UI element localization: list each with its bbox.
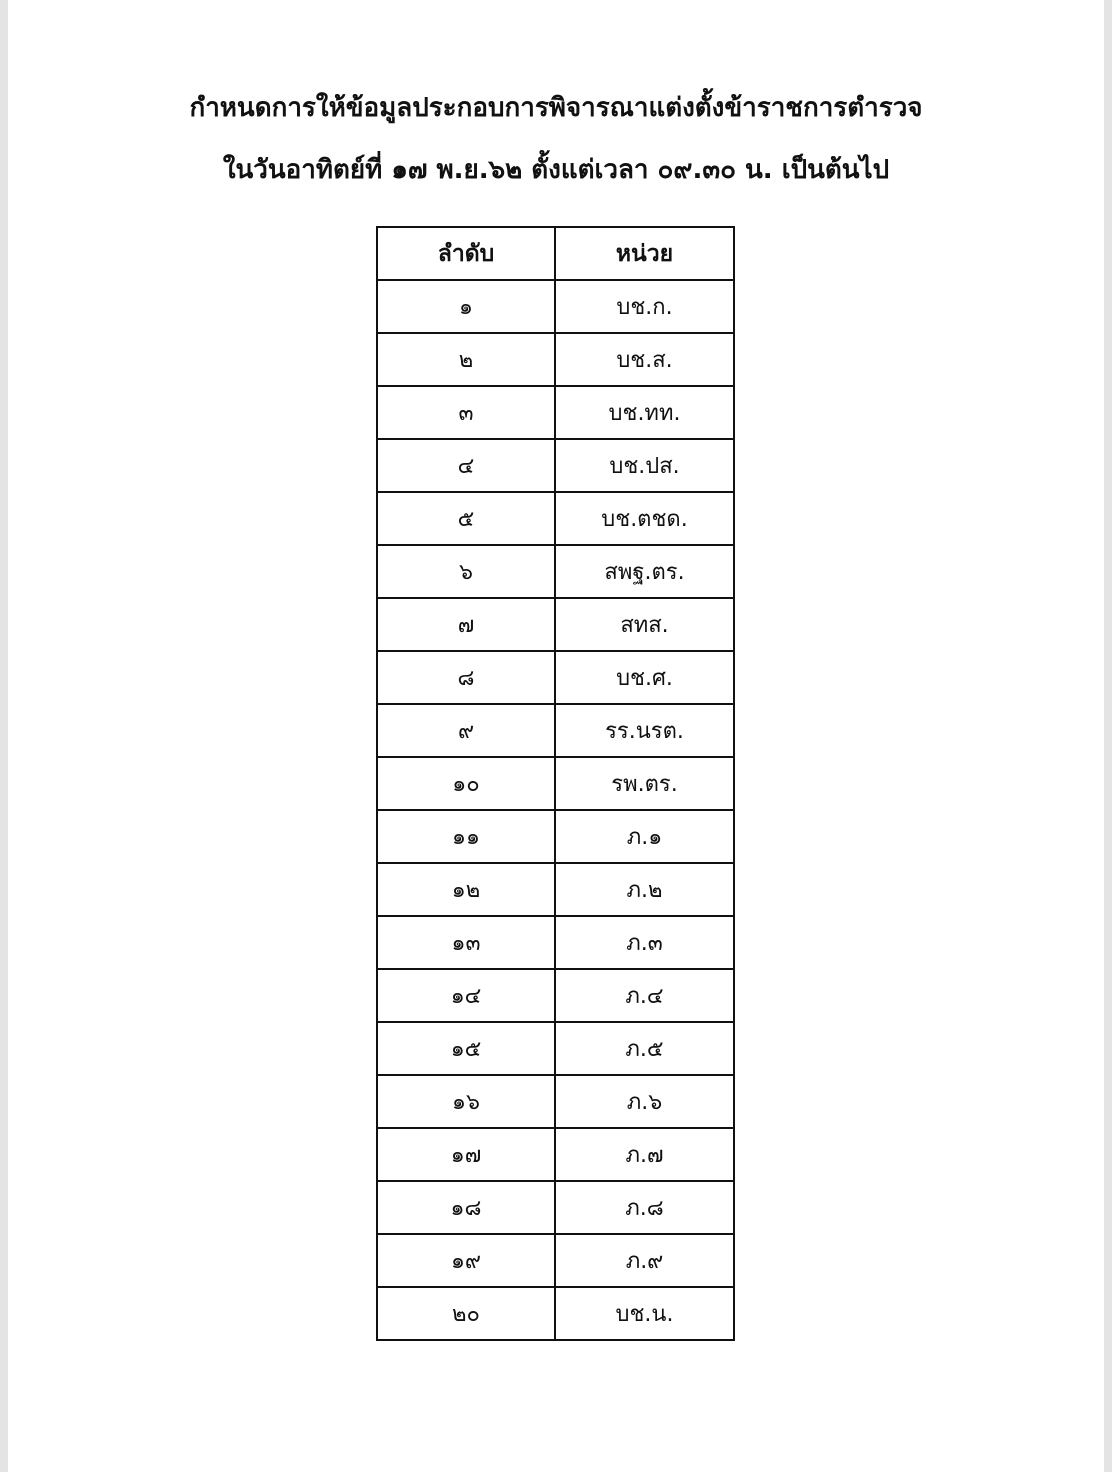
table-row: [377, 492, 734, 545]
table-row: [377, 969, 734, 1022]
order-cell: ๑๑: [377, 810, 555, 863]
column-header-unit: หน่วย: [555, 227, 734, 280]
order-cell: ๔: [377, 439, 555, 492]
document-subtitle: ในวันอาทิตย์ที่ ๑๗ พ.ย.๖๒ ตั้งแต่เวลา ๐๙.๓๐ น. เป็นต้นไป: [222, 155, 890, 185]
unit-cell: บช.ก.: [555, 280, 734, 333]
table-row: [377, 1075, 734, 1128]
document-title: กำหนดการให้ข้อมูลประกอบการพิจารณาแต่งตั้งข้าราชการตำรวจ: [189, 93, 923, 123]
order-cell: ๕: [377, 492, 555, 545]
table-row: [377, 1128, 734, 1181]
unit-cell: บช.ศ.: [555, 651, 734, 704]
document-page: [8, 0, 1104, 1472]
order-cell: ๑๙: [377, 1234, 555, 1287]
table-row: [377, 280, 734, 333]
table-row: [377, 704, 734, 757]
order-cell: ๑๘: [377, 1181, 555, 1234]
order-cell: ๑๒: [377, 863, 555, 916]
page-edge-left: [0, 0, 8, 1472]
order-cell: ๑๖: [377, 1075, 555, 1128]
table-row: [377, 651, 734, 704]
page-edge-right: [1104, 0, 1112, 1472]
unit-cell: ภ.๕: [555, 1022, 734, 1075]
table-row: [377, 810, 734, 863]
order-cell: ๒: [377, 333, 555, 386]
order-cell: ๒๐: [377, 1287, 555, 1340]
table-row: [377, 439, 734, 492]
unit-schedule-table: [376, 226, 735, 1341]
order-cell: ๗: [377, 598, 555, 651]
order-cell: ๖: [377, 545, 555, 598]
order-cell: ๑: [377, 280, 555, 333]
unit-cell: ภ.๙: [555, 1234, 734, 1287]
table-header-row: [377, 227, 734, 280]
table-row: [377, 1234, 734, 1287]
unit-cell: รพ.ตร.: [555, 757, 734, 810]
order-cell: ๙: [377, 704, 555, 757]
unit-cell: สพฐ.ตร.: [555, 545, 734, 598]
table-row: [377, 598, 734, 651]
table-row: [377, 863, 734, 916]
unit-cell: ภ.๘: [555, 1181, 734, 1234]
unit-cell: ภ.๔: [555, 969, 734, 1022]
order-cell: ๑๕: [377, 1022, 555, 1075]
unit-cell: ภ.๒: [555, 863, 734, 916]
order-cell: ๘: [377, 651, 555, 704]
table-row: [377, 757, 734, 810]
unit-cell: ภ.๑: [555, 810, 734, 863]
unit-cell: รร.นรต.: [555, 704, 734, 757]
order-cell: ๑๔: [377, 969, 555, 1022]
unit-cell: บช.ปส.: [555, 439, 734, 492]
order-cell: ๓: [377, 386, 555, 439]
unit-cell: สทส.: [555, 598, 734, 651]
unit-cell: บช.ส.: [555, 333, 734, 386]
table-row: [377, 1287, 734, 1340]
column-header-order: ลำดับ: [377, 227, 555, 280]
unit-cell: ภ.๖: [555, 1075, 734, 1128]
table-row: [377, 916, 734, 969]
table-row: [377, 1181, 734, 1234]
table-row: [377, 1022, 734, 1075]
unit-cell: บช.ตชด.: [555, 492, 734, 545]
unit-cell: ภ.๗: [555, 1128, 734, 1181]
unit-cell: บช.น.: [555, 1287, 734, 1340]
order-cell: ๑๐: [377, 757, 555, 810]
table-row: [377, 333, 734, 386]
unit-cell: ภ.๓: [555, 916, 734, 969]
order-cell: ๑๓: [377, 916, 555, 969]
unit-cell: บช.ทท.: [555, 386, 734, 439]
table-row: [377, 386, 734, 439]
table-row: [377, 545, 734, 598]
table-body: [377, 280, 734, 1340]
order-cell: ๑๗: [377, 1128, 555, 1181]
